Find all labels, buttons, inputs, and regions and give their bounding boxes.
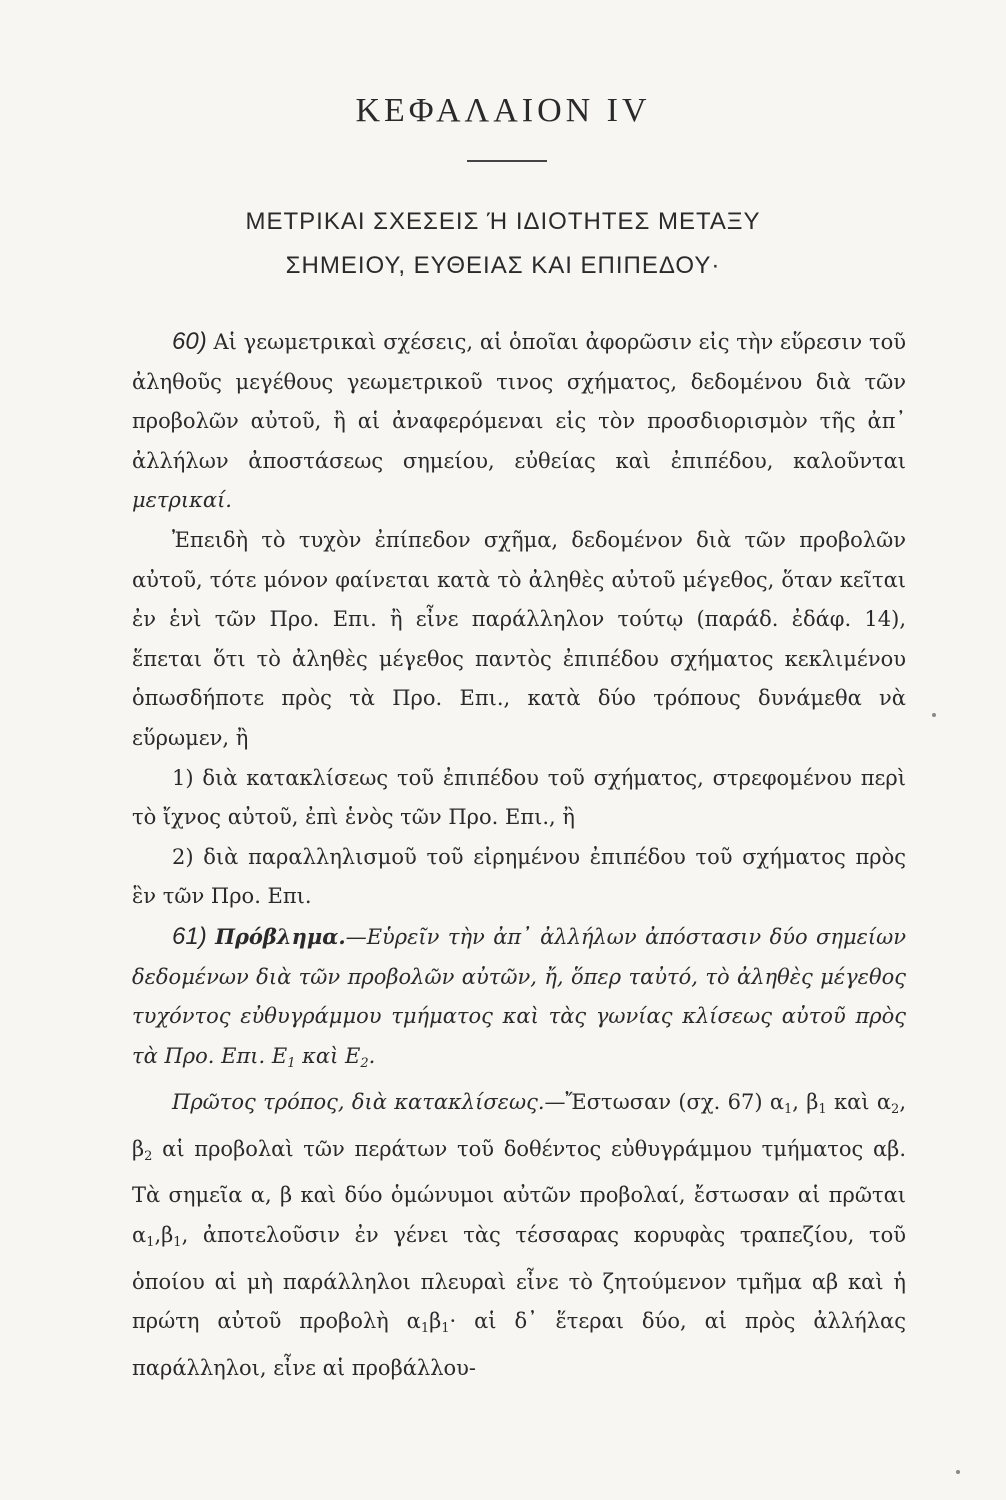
- chapter-title: ΚΕΦΑΛΑΙΟΝ IV: [355, 92, 651, 129]
- section-heading: [0, 200, 1006, 288]
- subscript: 1: [420, 1321, 430, 1337]
- subscript: 1: [287, 1055, 296, 1071]
- method-text: αἱ προβολαὶ τῶν περάτων τοῦ δοθέντος εὐθυγράμμου τμήματος αβ. Τὰ σημεῖα α, β καὶ δύο ὁμώνυμοι αὐτῶν προβολαί, ἔστωσαν αἱ πρῶται α: [132, 1136, 906, 1248]
- method-text: , β: [792, 1090, 819, 1115]
- paragraph-number-61: 61): [172, 922, 207, 950]
- problem-text-mid: καὶ E: [295, 1043, 361, 1068]
- paragraph-number-60: 60): [172, 328, 207, 355]
- paragraph-first-method: [132, 1083, 906, 1388]
- subscript: 1: [784, 1102, 793, 1118]
- subscript: 1: [818, 1102, 827, 1118]
- list-item-1: 1) διὰ κατακλίσεως τοῦ ἐπιπέδου τοῦ σχήματος, στρεφομένου περὶ τὸ ἴχνος αὐτοῦ, ἐπὶ ἑνὸς τῶν Προ. Επι., ἢ: [132, 765, 906, 830]
- term-metrikai: μετρικαί.: [132, 488, 232, 513]
- problem-title: Πρόβλημα.: [215, 923, 346, 949]
- paragraph-60-text: Αἱ γεωμετρικαὶ σχέσεις, αἱ ὁποῖαι ἀφορῶσιν εἰς τὴν εὕρεσιν τοῦ ἀληθοῦς μεγέθους γεωμετρικοῦ τινος σχήματος, δεδομένου διὰ τῶν προβολῶν αὐτοῦ, ἢ αἱ ἀναφερόμεναι εἰς τὸν προσδιορισμὸν τῆς ἀπ᾽ ἀλλήλων ἀποστάσεως σημείου, εὐθείας καὶ ἐπιπέδου, καλοῦνται: [132, 330, 906, 473]
- paragraph-61: [132, 917, 906, 1083]
- method-text: , β: [132, 1090, 906, 1161]
- method-text: ,β: [154, 1223, 174, 1248]
- method-text: —Ἔστωσαν (σχ. 67) α: [544, 1090, 784, 1115]
- method-lead: Πρῶτος τρόπος, διὰ κατακλίσεως.: [172, 1090, 545, 1115]
- method-text: , ἀποτελοῦσιν ἐν γένει τὰς τέσσαρας κορυφὰς τραπεζίου, τοῦ ὁποίου αἱ μὴ παράλληλοι πλευραὶ εἶνε τὸ ζητούμενον τμῆμα αβ καὶ ἡ πρώτη αὐτοῦ προβολὴ α: [132, 1223, 906, 1334]
- subscript: 1: [173, 1235, 182, 1251]
- section-heading-line1: ΜΕΤΡΙΚΑΙ ΣΧΕΣΕΙΣ Ή ΙΔΙΟΤΗΤΕΣ ΜΕΤΑΞΥ: [245, 208, 761, 235]
- method-text: καὶ α: [826, 1090, 892, 1115]
- subscript: 2: [360, 1055, 369, 1071]
- paper-speck: [932, 713, 936, 717]
- section-heading-line2: ΣΗΜΕΙΟΥ, ΕΥΘΕΙΑΣ ΚΑΙ ΕΠΙΠΕΔΟΥ·: [285, 252, 721, 279]
- title-divider: [467, 160, 547, 162]
- problem-text-end: .: [368, 1043, 376, 1068]
- subscript: 2: [144, 1148, 153, 1164]
- subscript: 1: [441, 1321, 450, 1337]
- paragraph-60: [132, 322, 906, 521]
- method-text: β: [429, 1309, 442, 1334]
- method-text: · αἱ δ᾽ ἕτεραι δύο, αἱ πρὸς ἀλλήλας παράλληλοι, εἶνε αἱ προβάλλου-: [132, 1309, 906, 1380]
- body-text: [132, 322, 906, 1388]
- paragraph-epeidi: Ἐπειδὴ τὸ τυχὸν ἐπίπεδον σχῆμα, δεδομένον διὰ τῶν προβολῶν αὐτοῦ, τότε μόνον φαίνεται κατὰ τὸ ἀληθὲς αὐτοῦ μέγεθος, ὅταν κεῖται ἐν ἑνὶ τῶν Προ. Επι. ἢ εἶνε παράλληλον τούτῳ (παράδ. ἐδάφ. 14), ἕπεται ὅτι τὸ ἀληθὲς μέγεθος παντὸς ἐπιπέδου σχήματος κεκλιμένου ὁπωσδήποτε πρὸς τὰ Προ. Επι., κατὰ δύο τρόπους δυνάμεθα νὰ εὕρωμεν, ἢ: [132, 527, 906, 750]
- subscript: 2: [891, 1102, 900, 1118]
- problem-text: —Εὑρεῖν τὴν ἀπ᾽ ἀλλήλων ἀπόστασιν δύο σημείων δεδομένων διὰ τῶν προβολῶν αὐτῶν, ἤ, ὅπερ ταὐτό, τὸ ἀληθὲς μέγεθος τυχόντος εὐθυγράμμου τμήματος καὶ τὰς γωνίας κλίσεως αὐτοῦ πρὸς τὰ Προ. Επι. E: [132, 924, 906, 1068]
- list-item-2: 2) διὰ παραλληλισμοῦ τοῦ εἰρημένου ἐπιπέδου τοῦ σχήματος πρὸς ἓν τῶν Προ. Επι.: [132, 844, 906, 909]
- subscript: 1: [146, 1235, 155, 1251]
- paper-speck: [956, 1470, 960, 1474]
